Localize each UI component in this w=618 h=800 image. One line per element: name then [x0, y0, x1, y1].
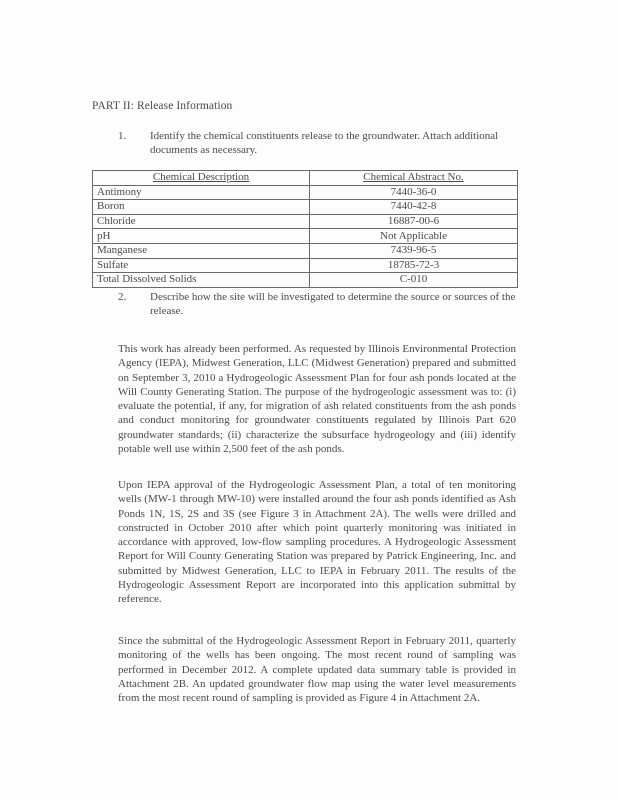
chemical-description-cell: Total Dissolved Solids: [93, 273, 310, 288]
chemical-abstract-no-cell: C-010: [310, 273, 518, 288]
chemical-abstract-no-cell: Not Applicable: [310, 229, 518, 244]
question-2-text: Describe how the site will be investigated to determine the source or sources of the release.: [150, 291, 516, 317]
chemical-description-cell: Boron: [93, 200, 310, 215]
table-row: [93, 243, 518, 258]
table-row: [93, 273, 518, 288]
chemical-abstract-no-cell: 7440-42-8: [310, 200, 518, 215]
column-header-chemical-description: Chemical Description: [93, 171, 310, 186]
table-row: [93, 229, 518, 244]
question-2: [92, 290, 522, 320]
table-row: [93, 258, 518, 273]
table-header-row: [93, 171, 518, 186]
chemical-description-cell: Manganese: [93, 243, 310, 258]
chemical-description-cell: Sulfate: [93, 258, 310, 273]
question-1-text: Identify the chemical constituents release to the groundwater. Attach additional documents as necessary.: [150, 130, 499, 156]
table-row: [93, 185, 518, 200]
part-heading: PART II: Release Information: [92, 100, 233, 112]
question-1: [92, 129, 522, 159]
chemical-abstract-no-cell: 7440-36-0: [310, 185, 518, 200]
chemical-constituents-table: [92, 170, 518, 288]
chemical-description-cell: Antimony: [93, 185, 310, 200]
chemical-description-cell: pH: [93, 229, 310, 244]
chemical-abstract-no-cell: 7439-96-5: [310, 243, 518, 258]
chemical-description-cell: Chloride: [93, 214, 310, 229]
chemical-abstract-no-cell: 16887-00-6: [310, 214, 518, 229]
chemical-abstract-no-cell: 18785-72-3: [310, 258, 518, 273]
response-paragraph-1: This work has already been performed. As requested by Illinois Environmental Protection Agency (IEPA), Midwest Generation, LLC (Midwest Generation) prepared and submitted on September 3, 2010 a Hydrogeologic Assessment Plan for four ash ponds located at the Will County Generating Station. The purpose of the hydrogeologic assessment was to: (i) evaluate the potential, if any, for migration of ash related constituents from the ash ponds and conduct monitoring for groundwater constituents regulated by Illinois Part 620 groundwater standards; (ii) characterize the subsurface hydrogeology and (iii) identify potable well use within 2,500 feet of the ash ponds.: [118, 343, 516, 456]
question-2-number: 2.: [118, 291, 127, 303]
table-row: [93, 200, 518, 215]
column-header-chemical-abstract-no: Chemical Abstract No.: [310, 171, 518, 186]
question-1-number: 1.: [118, 130, 127, 142]
table-row: [93, 214, 518, 229]
response-paragraph-2: Upon IEPA approval of the Hydrogeologic Assessment Plan, a total of ten monitoring wells (MW-1 through MW-10) were installed around the four ash ponds identified as Ash Ponds 1N, 1S, 2S and 3S (see Figure 3 in Attachment 2A). The wells were drilled and constructed in October 2010 after which point quarterly monitoring was initiated in accordance with approved, low-flow sampling procedures. A Hydrogeologic Assessment Report for Will County Generating Station was prepared by Patrick Engineering, Inc. and submitted by Midwest Generation, LLC to IEPA in February 2011. The results of the Hydrogeologic Assessment Report are incorporated into this application submittal by reference.: [118, 479, 516, 606]
response-paragraph-3: Since the submittal of the Hydrogeologic Assessment Report in February 2011, quarterly monitoring of the wells has been ongoing. The most recent round of sampling was performed in December 2012. A complete updated data summary table is provided in Attachment 2B. An updated groundwater flow map using the water level measurements from the most recent round of sampling is provided as Figure 4 in Attachment 2A.: [118, 635, 516, 705]
